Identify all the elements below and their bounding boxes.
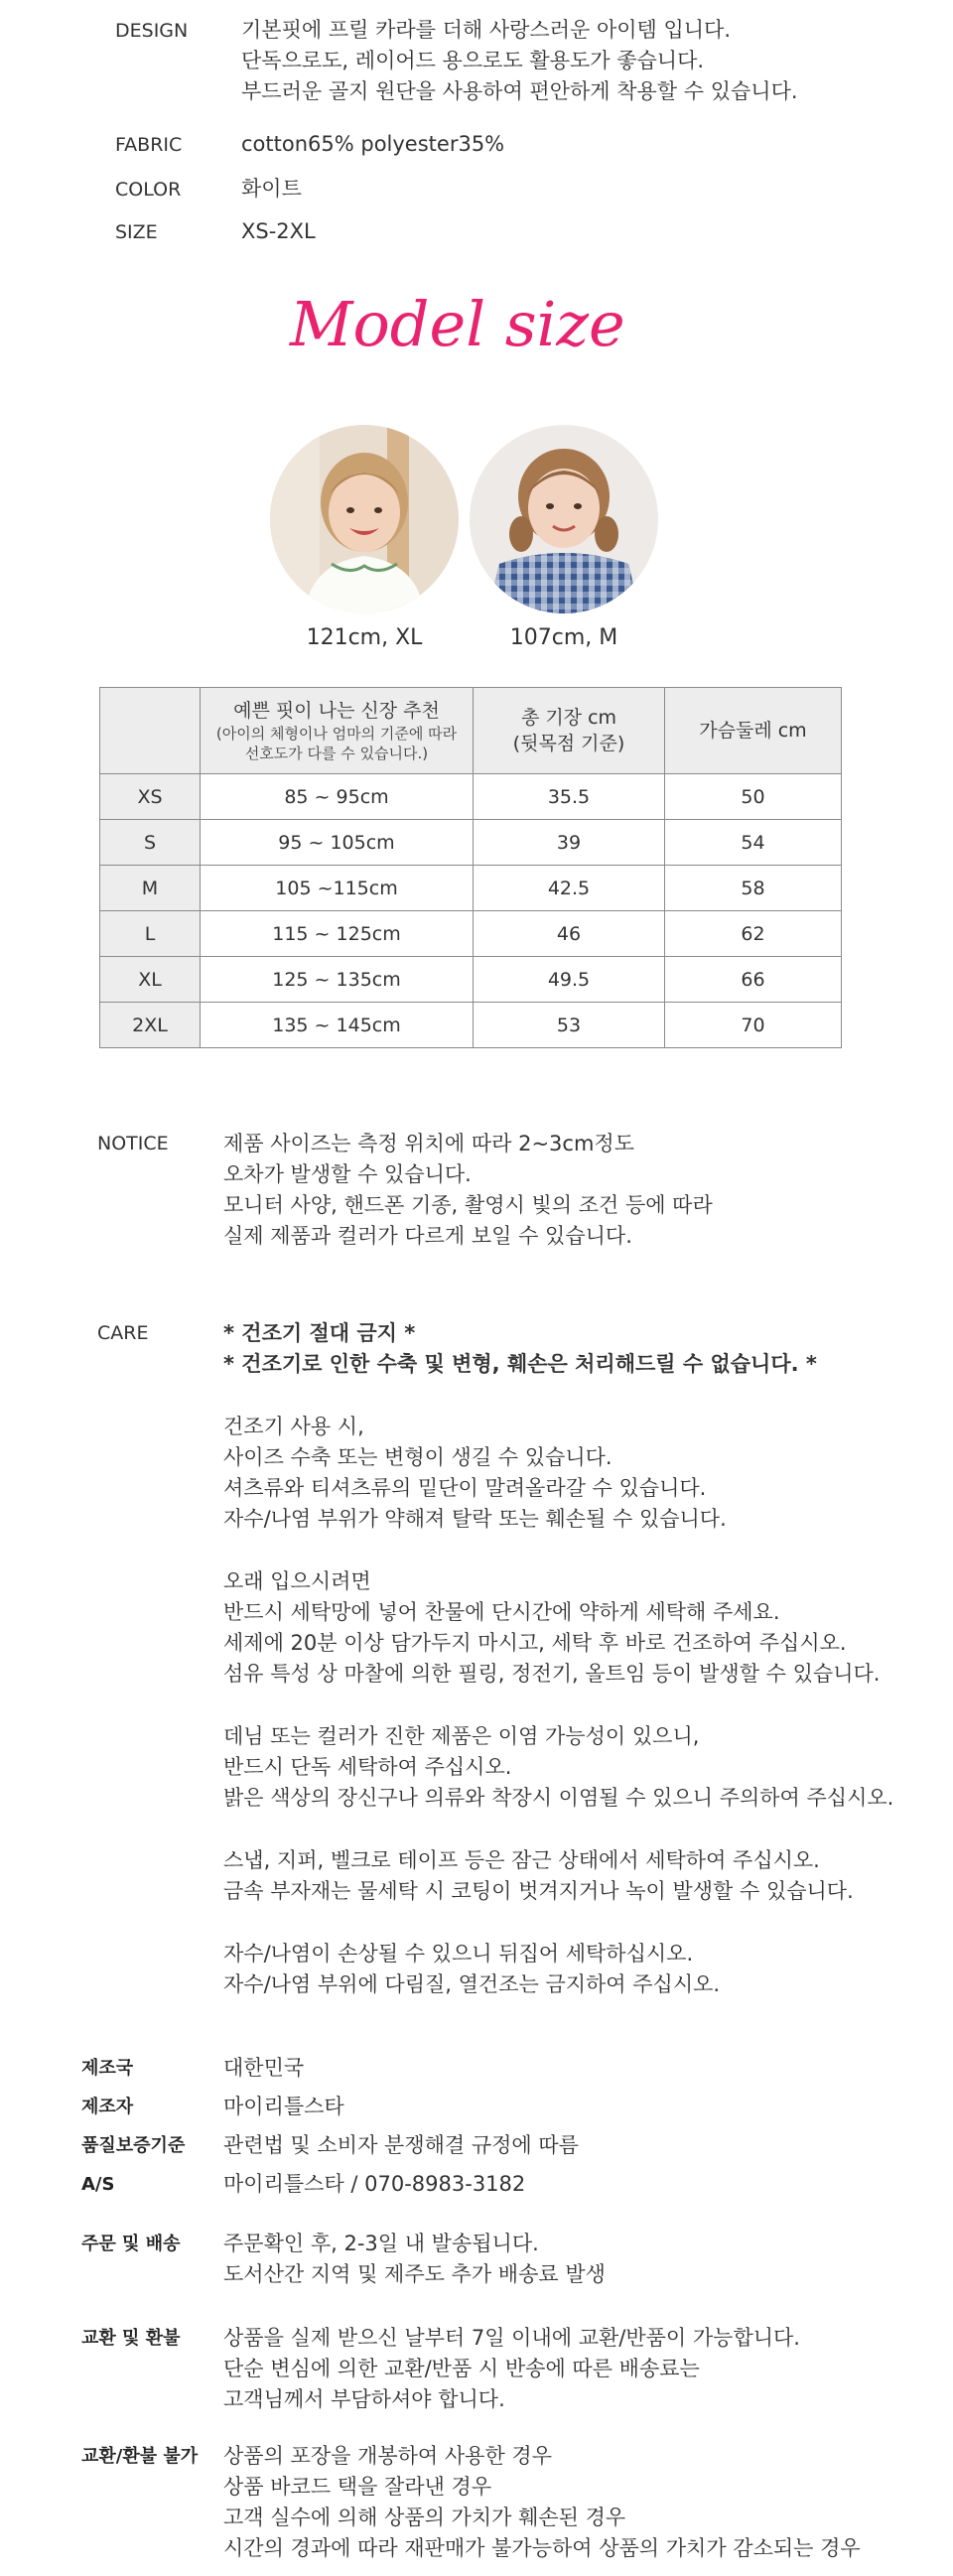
model-photo-1-image (270, 425, 459, 613)
country-label: 제조국 (81, 2058, 134, 2079)
model-size-title-text: Model size (290, 288, 625, 360)
size-table-header-length (474, 688, 665, 774)
cell-length: 53 (474, 1003, 665, 1048)
care-line: 셔츠류와 티셔츠류의 밑단이 말려올라갈 수 있습니다. (223, 1476, 707, 1500)
header-length-sub: (뒷목점 기준) (512, 733, 625, 754)
color-label: COLOR (115, 179, 182, 201)
no-exchange-line: 상품의 포장을 개봉하여 사용한 경우 (223, 2444, 552, 2468)
cell-length: 42.5 (474, 866, 665, 911)
maker-label: 제조자 (81, 2097, 134, 2117)
cell-chest: 50 (665, 774, 842, 820)
exchange-line: 고객님께서 부담하셔야 합니다. (223, 2387, 505, 2411)
model-photo-2 (470, 425, 658, 613)
size-table-header-height (201, 688, 474, 774)
cell-size: 2XL (100, 1003, 201, 1048)
model-size-title (286, 288, 643, 367)
care-line: 자수/나염 부위가 약해져 탈락 또는 훼손될 수 있습니다. (223, 1507, 727, 1531)
care-line: 밝은 색상의 장신구나 의류와 착장시 이염될 수 있으니 주의하여 주십시오. (223, 1786, 894, 1810)
country-value: 대한민국 (223, 2056, 305, 2080)
exchange-line: 상품을 실제 받으신 날부터 7일 이내에 교환/반품이 가능합니다. (223, 2326, 800, 2350)
care-warning: * 건조기 절대 금지 * (223, 1321, 416, 1345)
cell-length: 46 (474, 911, 665, 957)
care-line: 데님 또는 컬러가 진한 제품은 이염 가능성이 있으니, (223, 1724, 700, 1748)
header-height-sub: (아이의 체형이나 엄마의 기준에 따라 (215, 725, 458, 743)
design-line: 기본핏에 프릴 카라를 더해 사랑스러운 아이템 입니다. (241, 18, 732, 42)
cell-height: 115 ~ 125cm (201, 911, 474, 957)
care-line: 오래 입으시려면 (223, 1569, 371, 1593)
cell-chest: 66 (665, 957, 842, 1003)
model-caption-2: 107cm, M (509, 625, 618, 650)
cell-height: 135 ~ 145cm (201, 1003, 474, 1048)
header-length-main: 총 기장 cm (520, 707, 617, 729)
no-exchange-label: 교환/환불 불가 (81, 2446, 199, 2467)
cell-chest: 70 (665, 1003, 842, 1048)
care-line: 금속 부자재는 물세탁 시 코팅이 벗겨지거나 녹이 발생할 수 있습니다. (223, 1879, 854, 1903)
cell-height: 105 ~115cm (201, 866, 474, 911)
color-value: 화이트 (241, 177, 302, 201)
no-exchange-line: 상품 바코드 택을 잘라낸 경우 (223, 2475, 492, 2499)
as-label: A/S (81, 2174, 115, 2195)
model-size-logo (286, 288, 643, 367)
table-row (100, 820, 842, 866)
care-line: 자수/나염이 손상될 수 있으니 뒤집어 세탁하십시오. (223, 1942, 694, 1966)
care-line: 섬유 특성 상 마찰에 의한 필링, 정전기, 올트임 등이 발생할 수 있습니다. (223, 1662, 881, 1686)
shipping-line: 주문확인 후, 2-3일 내 발송됩니다. (223, 2232, 539, 2255)
design-label: DESIGN (115, 20, 189, 42)
table-row (100, 774, 842, 820)
quality-value: 관련법 및 소비자 분쟁해결 규정에 따름 (223, 2133, 579, 2157)
design-line: 단독으로도, 레이어드 용으로도 활용도가 좋습니다. (241, 49, 705, 72)
header-chest: 가슴둘레 cm (699, 720, 807, 742)
cell-size: XL (100, 957, 201, 1003)
model-photo-1 (270, 425, 459, 613)
table-row (100, 911, 842, 957)
care-line: 세제에 20분 이상 담가두지 마시고, 세탁 후 바로 건조하여 주십시오. (223, 1631, 847, 1655)
notice-label: NOTICE (97, 1133, 169, 1154)
care-line: 스냅, 지퍼, 벨크로 테이프 등은 잠근 상태에서 세탁하여 주십시오. (223, 1848, 820, 1872)
header-height-sub: 선호도가 다를 수 있습니다.) (244, 745, 429, 762)
cell-chest: 62 (665, 911, 842, 957)
cell-length: 39 (474, 820, 665, 866)
cell-length: 35.5 (474, 774, 665, 820)
notice-line: 모니터 사양, 핸드폰 기종, 촬영시 빛의 조건 등에 따라 (223, 1193, 713, 1217)
cell-size: S (100, 820, 201, 866)
cell-size: L (100, 911, 201, 957)
care-line: 건조기 사용 시, (223, 1415, 364, 1438)
maker-value: 마이리틀스타 (223, 2095, 344, 2118)
exchange-label: 교환 및 환불 (81, 2328, 181, 2349)
as-value: 마이리틀스타 / 070-8983-3182 (223, 2172, 526, 2196)
header-height-main: 예쁜 핏이 나는 신장 추천 (233, 700, 440, 722)
shipping-label: 주문 및 배송 (81, 2234, 181, 2254)
fabric-label: FABRIC (115, 134, 183, 156)
size-table (99, 687, 842, 1048)
shipping-line: 도서산간 지역 및 제주도 추가 배송료 발생 (223, 2262, 606, 2286)
size-table-header-row (100, 688, 842, 774)
fabric-value: cotton65% polyester35% (241, 132, 505, 156)
size-table-header-chest (665, 688, 842, 774)
cell-height: 125 ~ 135cm (201, 957, 474, 1003)
quality-label: 품질보증기준 (81, 2135, 186, 2156)
cell-height: 85 ~ 95cm (201, 774, 474, 820)
care-line: 자수/나염 부위에 다림질, 열건조는 금지하여 주십시오. (223, 1972, 721, 1996)
table-row (100, 957, 842, 1003)
care-line: 반드시 세탁망에 넣어 찬물에 단시간에 약하게 세탁해 주세요. (223, 1600, 780, 1624)
care-label: CARE (97, 1322, 149, 1344)
cell-size: XS (100, 774, 201, 820)
size-value: XS-2XL (241, 219, 316, 243)
cell-length: 49.5 (474, 957, 665, 1003)
design-line: 부드러운 골지 원단을 사용하여 편안하게 착용할 수 있습니다. (241, 79, 798, 103)
cell-chest: 54 (665, 820, 842, 866)
no-exchange-line: 시간의 경과에 따라 재판매가 불가능하여 상품의 가치가 감소되는 경우 (223, 2536, 861, 2560)
notice-line: 제품 사이즈는 측정 위치에 따라 2~3cm정도 (223, 1132, 634, 1155)
notice-line: 오차가 발생할 수 있습니다. (223, 1162, 472, 1186)
cell-height: 95 ~ 105cm (201, 820, 474, 866)
size-table-header-empty (100, 688, 201, 774)
model-caption-1: 121cm, XL (306, 625, 423, 650)
cell-chest: 58 (665, 866, 842, 911)
care-warning: * 건조기로 인한 수축 및 변형, 훼손은 처리해드릴 수 없습니다. * (223, 1352, 817, 1376)
exchange-line: 단순 변심에 의한 교환/반품 시 반송에 따른 배송료는 (223, 2357, 700, 2380)
table-row (100, 1003, 842, 1048)
size-label: SIZE (115, 221, 158, 243)
table-row (100, 866, 842, 911)
cell-size: M (100, 866, 201, 911)
model-photo-2-image (470, 425, 658, 613)
care-line: 사이즈 수축 또는 변형이 생길 수 있습니다. (223, 1445, 613, 1469)
notice-line: 실제 제품과 컬러가 다르게 보일 수 있습니다. (223, 1224, 632, 1248)
no-exchange-line: 고객 실수에 의해 상품의 가치가 훼손된 경우 (223, 2506, 626, 2529)
care-line: 반드시 단독 세탁하여 주십시오. (223, 1755, 512, 1779)
